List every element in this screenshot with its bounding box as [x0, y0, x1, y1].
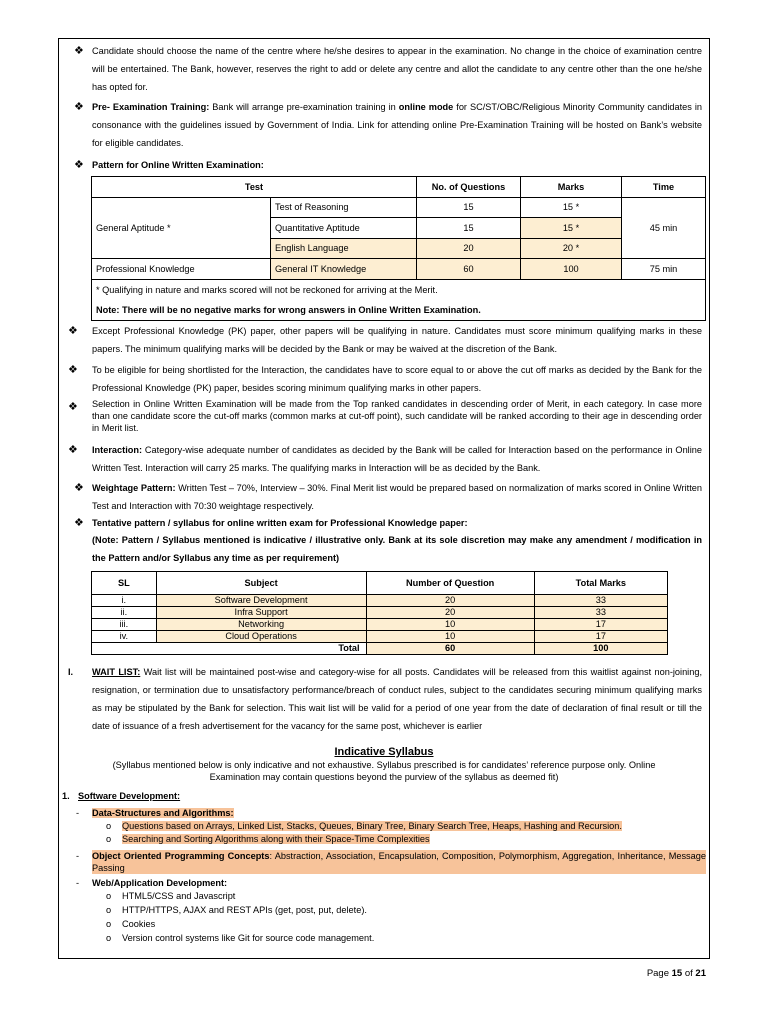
qualifying-note: * Qualifying in nature and marks scored will not be reckoned for arriving at the Merit. — [96, 284, 438, 295]
pk-pattern-heading: Tentative pattern / syllabus for online written exam for Professional Knowledge paper: — [92, 518, 468, 528]
wait-list-number: I. — [68, 667, 74, 677]
web-item: HTML5/CSS and Javascript — [122, 891, 236, 901]
circle-bullet-icon: o — [106, 891, 112, 901]
circle-bullet-icon: o — [106, 834, 112, 844]
table-row: iv. Cloud Operations 10 17 — [92, 631, 668, 643]
syllabus-title: Indicative Syllabus — [334, 746, 434, 758]
weightage-text: Weightage Pattern: Written Test – 70%, Interview – 30%. Final Merit list would be prepared based on normalization of marks scored in Online Written Test and Interaction with 70:30 weightage respectively. — [92, 483, 702, 511]
table-row: ii. Infra Support 20 33 — [92, 607, 668, 619]
oop-text: Object Oriented Programming Concepts: Abstraction, Association, Encapsulation, Composition, Polymorphism, Aggregation, Inheritance, Message Passing — [92, 851, 706, 873]
centre-choice-text: Candidate should choose the name of the centre where he/she desires to appear in the examination. No change in the choice of examination centre will be entertained. The Bank, however, reserves the right to add or delete any centre and allot the candidate to any centre other than the one he/she has opted for. — [92, 46, 702, 92]
bullet-icon: ❖ — [74, 45, 84, 57]
web-item: Cookies — [122, 919, 156, 929]
dsa-item: Questions based on Arrays, Linked List, Stacks, Queues, Binary Tree, Binary Search Tree, Heaps, Hashing and Recursion. — [122, 821, 622, 831]
selection-text: Selection in Online Written Examination will be made from the Top ranked candidates in descending order of Merit, in each category. In case more than one candidate score the cut-off marks (common marks at cut-off point), such candidate will be ranked according to their age in descending order in Merit list. — [92, 399, 702, 433]
bullet-icon: ❖ — [74, 101, 84, 113]
circle-bullet-icon: o — [106, 919, 112, 929]
table-row: i. Software Development 20 33 — [92, 595, 668, 607]
exam-pattern-table: Test No. of Questions Marks Time General Aptitude * Test of Reasoning 15 15 * 45 min Quantitative Aptitude 15 15 * English Language 20 20 * Professional Knowledge General IT Knowledge 60 100 75 min * Qualifying in nature and marks scored will not be reckoned for arriving at the Merit. Note: There will be no negative marks for wrong answers in Online Written Examination. — [91, 176, 706, 321]
dsa-item: Searching and Sorting Algorithms along with their Space-Time Complexities — [122, 834, 430, 844]
web-heading: Web/Application Development: — [92, 878, 228, 888]
pattern-heading: Pattern for Online Written Examination: — [92, 160, 264, 170]
bullet-icon: ❖ — [74, 517, 84, 529]
bullet-icon: ❖ — [74, 159, 84, 171]
circle-bullet-icon: o — [106, 905, 112, 915]
bullet-icon: ❖ — [68, 364, 78, 376]
pre-exam-training-text: Pre- Examination Training: Bank will arrange pre-examination training in online mode for SC/ST/OBC/Religious Minority Community candidates in consonance with the guidelines issued by Government of India. Link for attending online Pre-Examination Training will be hosted on Bank’s website for eligible candidates. — [92, 102, 703, 148]
qualifying-papers-text: Except Professional Knowledge (PK) paper, other papers will be qualifying in nature. Candidates must score minimum qualifying marks in these papers. The minimum qualifying marks will be decided by the Bank or may be waived at the discretion of the Bank. — [92, 326, 702, 354]
dash-marker: - — [76, 851, 80, 861]
interaction-text: Interaction: Category-wise adequate number of candidates as decided by the Bank will be called for Interaction based on the performance in Online Written Test. Interaction will carry 25 marks. The qualifying marks in Interaction will be as decided by the Bank. — [92, 445, 702, 473]
syllabus-sub-1: (Syllabus mentioned below is only indicative and not exhaustive. Syllabus prescribed is for candidates’ reference purpose only. Online — [112, 760, 656, 770]
section-title: Software Development: — [78, 791, 181, 801]
dash-marker: - — [76, 808, 80, 818]
bullet-icon: ❖ — [68, 325, 78, 337]
negative-marks-note: Note: There will be no negative marks for wrong answers in Online Written Examination. — [96, 304, 481, 315]
syllabus-sub-2: Examination may contain questions beyond the purview of the syllabus as deemed fit) — [209, 772, 559, 782]
circle-bullet-icon: o — [106, 933, 112, 943]
pk-pattern-note: (Note: Pattern / Syllabus mentioned is indicative / illustrative only. Bank at its sole discretion may make any amendment / modification in the Pattern and/or Syllabus any time as per requirement) — [92, 535, 702, 563]
shortlist-text: To be eligible for being shortlisted for the Interaction, the candidates have to score equal to or above the cut off marks as decided by the Bank for the Professional Knowledge (PK) paper, besides scoring minimum qualifying marks in other papers. — [92, 365, 702, 393]
table-total-row: Total 60 100 — [92, 643, 668, 655]
pk-syllabus-table: SL Subject Number of Question Total Marks i. Software Development 20 33 ii. Infra Support 20 33 iii. Networking 10 17 iv. Cloud Operations 10 17 Total 60 100 — [91, 571, 668, 655]
wait-list-text: WAIT LIST: Wait list will be maintained post-wise and category-wise for all posts. Candidates will be released from this waitlist against non-joining, resignation, or termination due to unsatisfactory performance/breach of conduct rules, subject to the candidates securing minimum qualifying marks as may be stipulated by the Bank for selection. This wait list will be valid for a period of one year from the date of declaration of final result or till the date of issuance of a fresh advertisement for the vacancy for the same post, whichever is earlier — [92, 667, 703, 731]
section-number: 1. — [62, 791, 70, 801]
bullet-icon: ❖ — [74, 482, 84, 494]
web-item: Version control systems like Git for source code management. — [122, 933, 375, 943]
page-number: Page 15 of 21 — [646, 968, 706, 979]
table-row: iii. Networking 10 17 — [92, 619, 668, 631]
dsa-heading: Data-Structures and Algorithms: — [92, 808, 234, 818]
web-item: HTTP/HTTPS, AJAX and REST APIs (get, post, put, delete). — [122, 905, 367, 915]
circle-bullet-icon: o — [106, 821, 112, 831]
dash-marker: - — [76, 878, 80, 888]
bullet-icon: ❖ — [68, 444, 78, 456]
bullet-icon: ❖ — [68, 401, 78, 413]
